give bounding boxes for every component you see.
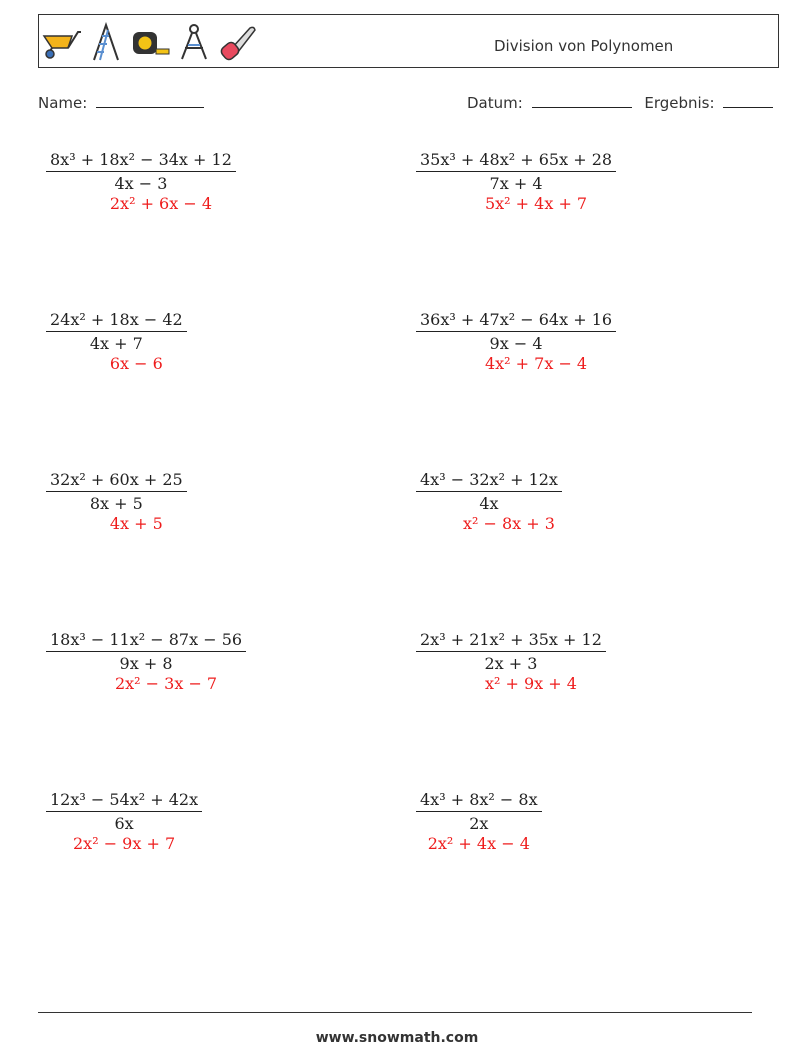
answer: 4x² + 7x − 4	[484, 354, 588, 373]
fraction	[416, 630, 606, 693]
fraction	[46, 790, 202, 853]
name-blank	[96, 94, 204, 108]
answer: x² + 9x + 4	[484, 674, 577, 693]
numerator: 8x³ + 18x² − 34x + 12	[50, 150, 232, 169]
fraction	[46, 150, 236, 213]
problem-10	[416, 790, 542, 853]
wheelbarrow-icon	[42, 22, 82, 62]
footer-url[interactable]: www.snowmath.com	[315, 1030, 479, 1046]
name-label: Name:	[38, 94, 88, 112]
answer: x² − 8x + 3	[462, 514, 555, 533]
fraction	[416, 310, 616, 373]
denominator: 6x	[114, 814, 134, 833]
ladder-icon	[86, 22, 126, 62]
tape-measure-icon	[130, 22, 170, 62]
answer: 2x² − 3x − 7	[114, 674, 218, 693]
chainsaw-icon	[218, 22, 258, 62]
header-icons	[42, 21, 258, 63]
problem-7	[46, 630, 246, 693]
fraction	[46, 310, 187, 373]
numerator: 36x³ + 47x² − 64x + 16	[420, 310, 613, 329]
denominator: 9x − 4	[489, 334, 543, 353]
worksheet-title: Division von Polynomen	[494, 37, 674, 55]
answer: 6x − 6	[109, 354, 163, 373]
numerator: 32x² + 60x + 25	[50, 470, 183, 489]
problem-5	[46, 470, 187, 533]
date-result-fields	[467, 94, 773, 112]
numerator: 18x³ − 11x² − 87x − 56	[50, 630, 243, 649]
numerator: 4x³ − 32x² + 12x	[420, 470, 558, 489]
answer: 2x² + 4x − 4	[427, 834, 530, 853]
denominator: 8x + 5	[89, 494, 143, 513]
result-blank	[723, 94, 773, 108]
problem-8	[416, 630, 606, 693]
date-label: Datum:	[467, 94, 523, 112]
date-blank	[532, 94, 632, 108]
numerator: 35x³ + 48x² + 65x + 28	[420, 150, 613, 169]
numerator: 24x² + 18x − 42	[50, 310, 183, 329]
fraction	[46, 470, 187, 533]
numerator: 4x³ + 8x² − 8x	[420, 790, 538, 809]
problem-3	[46, 310, 187, 373]
answer: 5x² + 4x + 7	[484, 194, 588, 213]
denominator: 7x + 4	[489, 174, 543, 193]
result-label: Ergebnis:	[644, 94, 715, 112]
name-field	[38, 94, 204, 112]
problem-6	[416, 470, 562, 533]
problem-1	[46, 150, 236, 213]
denominator: 9x + 8	[119, 654, 173, 673]
numerator: 12x³ − 54x² + 42x	[50, 790, 199, 809]
worksheet-header	[38, 14, 779, 68]
numerator: 2x³ + 21x² + 35x + 12	[420, 630, 602, 649]
compass-icon	[174, 22, 214, 62]
answer: 2x² − 9x + 7	[72, 834, 176, 853]
footer-divider	[38, 1012, 752, 1013]
fraction	[46, 630, 246, 693]
fraction	[416, 470, 562, 533]
denominator: 4x	[479, 494, 499, 513]
fraction	[416, 150, 616, 213]
answer: 2x² + 6x − 4	[109, 194, 213, 213]
answer: 4x + 5	[109, 514, 163, 533]
denominator: 4x + 7	[89, 334, 143, 353]
fraction	[416, 790, 542, 853]
denominator: 2x + 3	[484, 654, 538, 673]
problem-9	[46, 790, 202, 853]
denominator: 2x	[469, 814, 489, 833]
problem-2	[416, 150, 616, 213]
problem-4	[416, 310, 616, 373]
denominator: 4x − 3	[114, 174, 168, 193]
